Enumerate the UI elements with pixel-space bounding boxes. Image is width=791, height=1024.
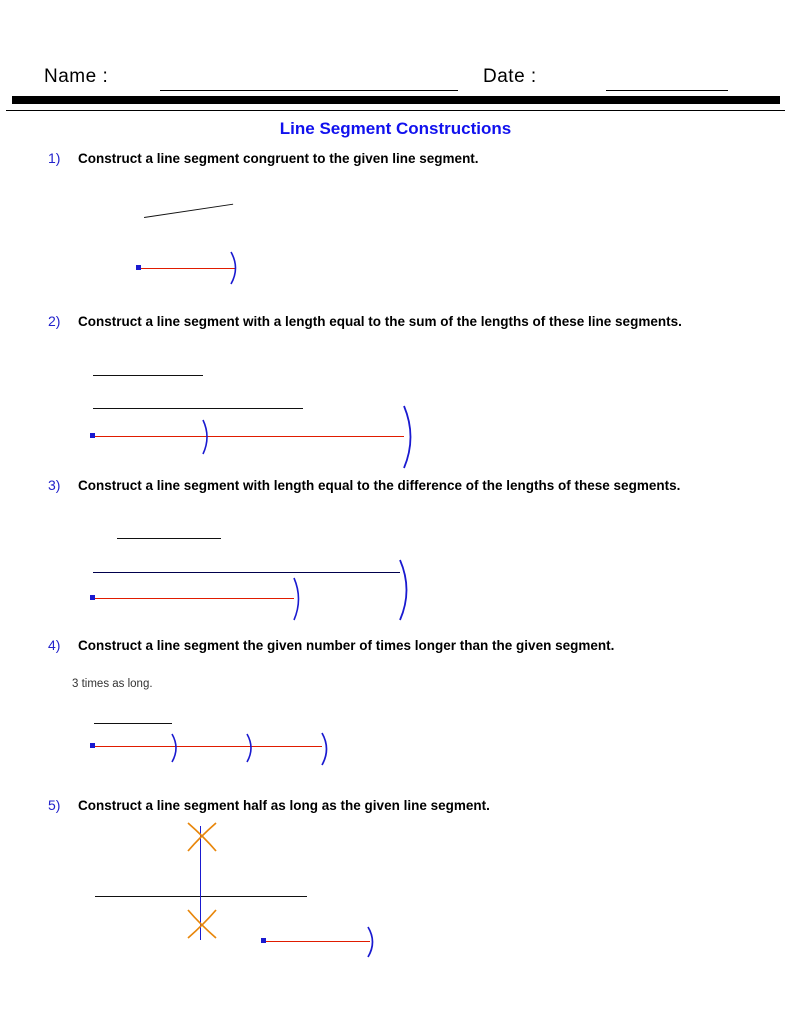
q4-given-segment	[94, 723, 172, 724]
name-label: Name :	[44, 66, 109, 87]
q2-tick-arc	[203, 420, 207, 454]
q1-constructed-segment	[140, 268, 235, 269]
question-4-text: Construct a line segment the given number of times longer than the given segment.	[78, 638, 615, 653]
question-3-text: Construct a line segment with length equal to the difference of the lengths of these segments.	[78, 478, 681, 493]
q2-given-segment-b	[93, 408, 303, 409]
q3-tick-arc	[294, 578, 299, 620]
q4-terminal-arc	[322, 733, 327, 765]
question-3-number: 3)	[48, 477, 61, 493]
question-1-text: Construct a line segment congruent to the given line segment.	[78, 151, 479, 166]
question-4-number: 4)	[48, 637, 61, 653]
name-write-line[interactable]	[160, 90, 458, 91]
q4-tick-arc-2	[247, 734, 251, 762]
question-4-note: 3 times as long.	[72, 678, 153, 690]
q4-endpoint-dot	[90, 743, 95, 748]
page-title: Line Segment Constructions	[279, 119, 512, 138]
q2-endpoint-dot	[90, 433, 95, 438]
q1-endpoint-dot	[136, 265, 141, 270]
q5-bisector-arc-3	[188, 910, 216, 938]
q2-given-segment-a	[93, 375, 203, 376]
header-divider-thick	[12, 96, 780, 104]
q5-terminal-arc	[368, 927, 373, 957]
q2-terminal-arc	[404, 406, 411, 468]
question-2-text: Construct a line segment with a length equal to the sum of the lengths of these line segments.	[78, 314, 682, 329]
q3-endpoint-dot	[90, 595, 95, 600]
q4-tick-arc-1	[172, 734, 176, 762]
question-2-number: 2)	[48, 313, 61, 329]
q5-constructed-segment	[265, 941, 370, 942]
worksheet-header	[0, 30, 791, 90]
q5-bisector-arc-2	[188, 823, 216, 851]
q3-given-segment-b	[93, 572, 400, 573]
q4-constructed-segment	[94, 746, 322, 747]
q5-perpendicular-bisector	[200, 826, 201, 940]
q5-bisector-arc-4	[188, 910, 216, 938]
date-write-line[interactable]	[606, 90, 728, 91]
q2-constructed-segment	[94, 436, 404, 437]
date-label: Date :	[483, 66, 537, 87]
q1-given-segment	[144, 204, 233, 218]
header-divider-thin	[6, 110, 785, 111]
question-1-number: 1)	[48, 150, 61, 166]
question-5-text: Construct a line segment half as long as the given line segment.	[78, 798, 490, 813]
q5-given-segment	[95, 896, 307, 897]
q5-endpoint-dot	[261, 938, 266, 943]
q3-given-segment-a	[117, 538, 221, 539]
q5-bisector-arc-1	[188, 823, 216, 851]
q3-terminal-arc	[400, 560, 407, 620]
question-5-number: 5)	[48, 797, 61, 813]
q3-constructed-segment	[94, 598, 294, 599]
